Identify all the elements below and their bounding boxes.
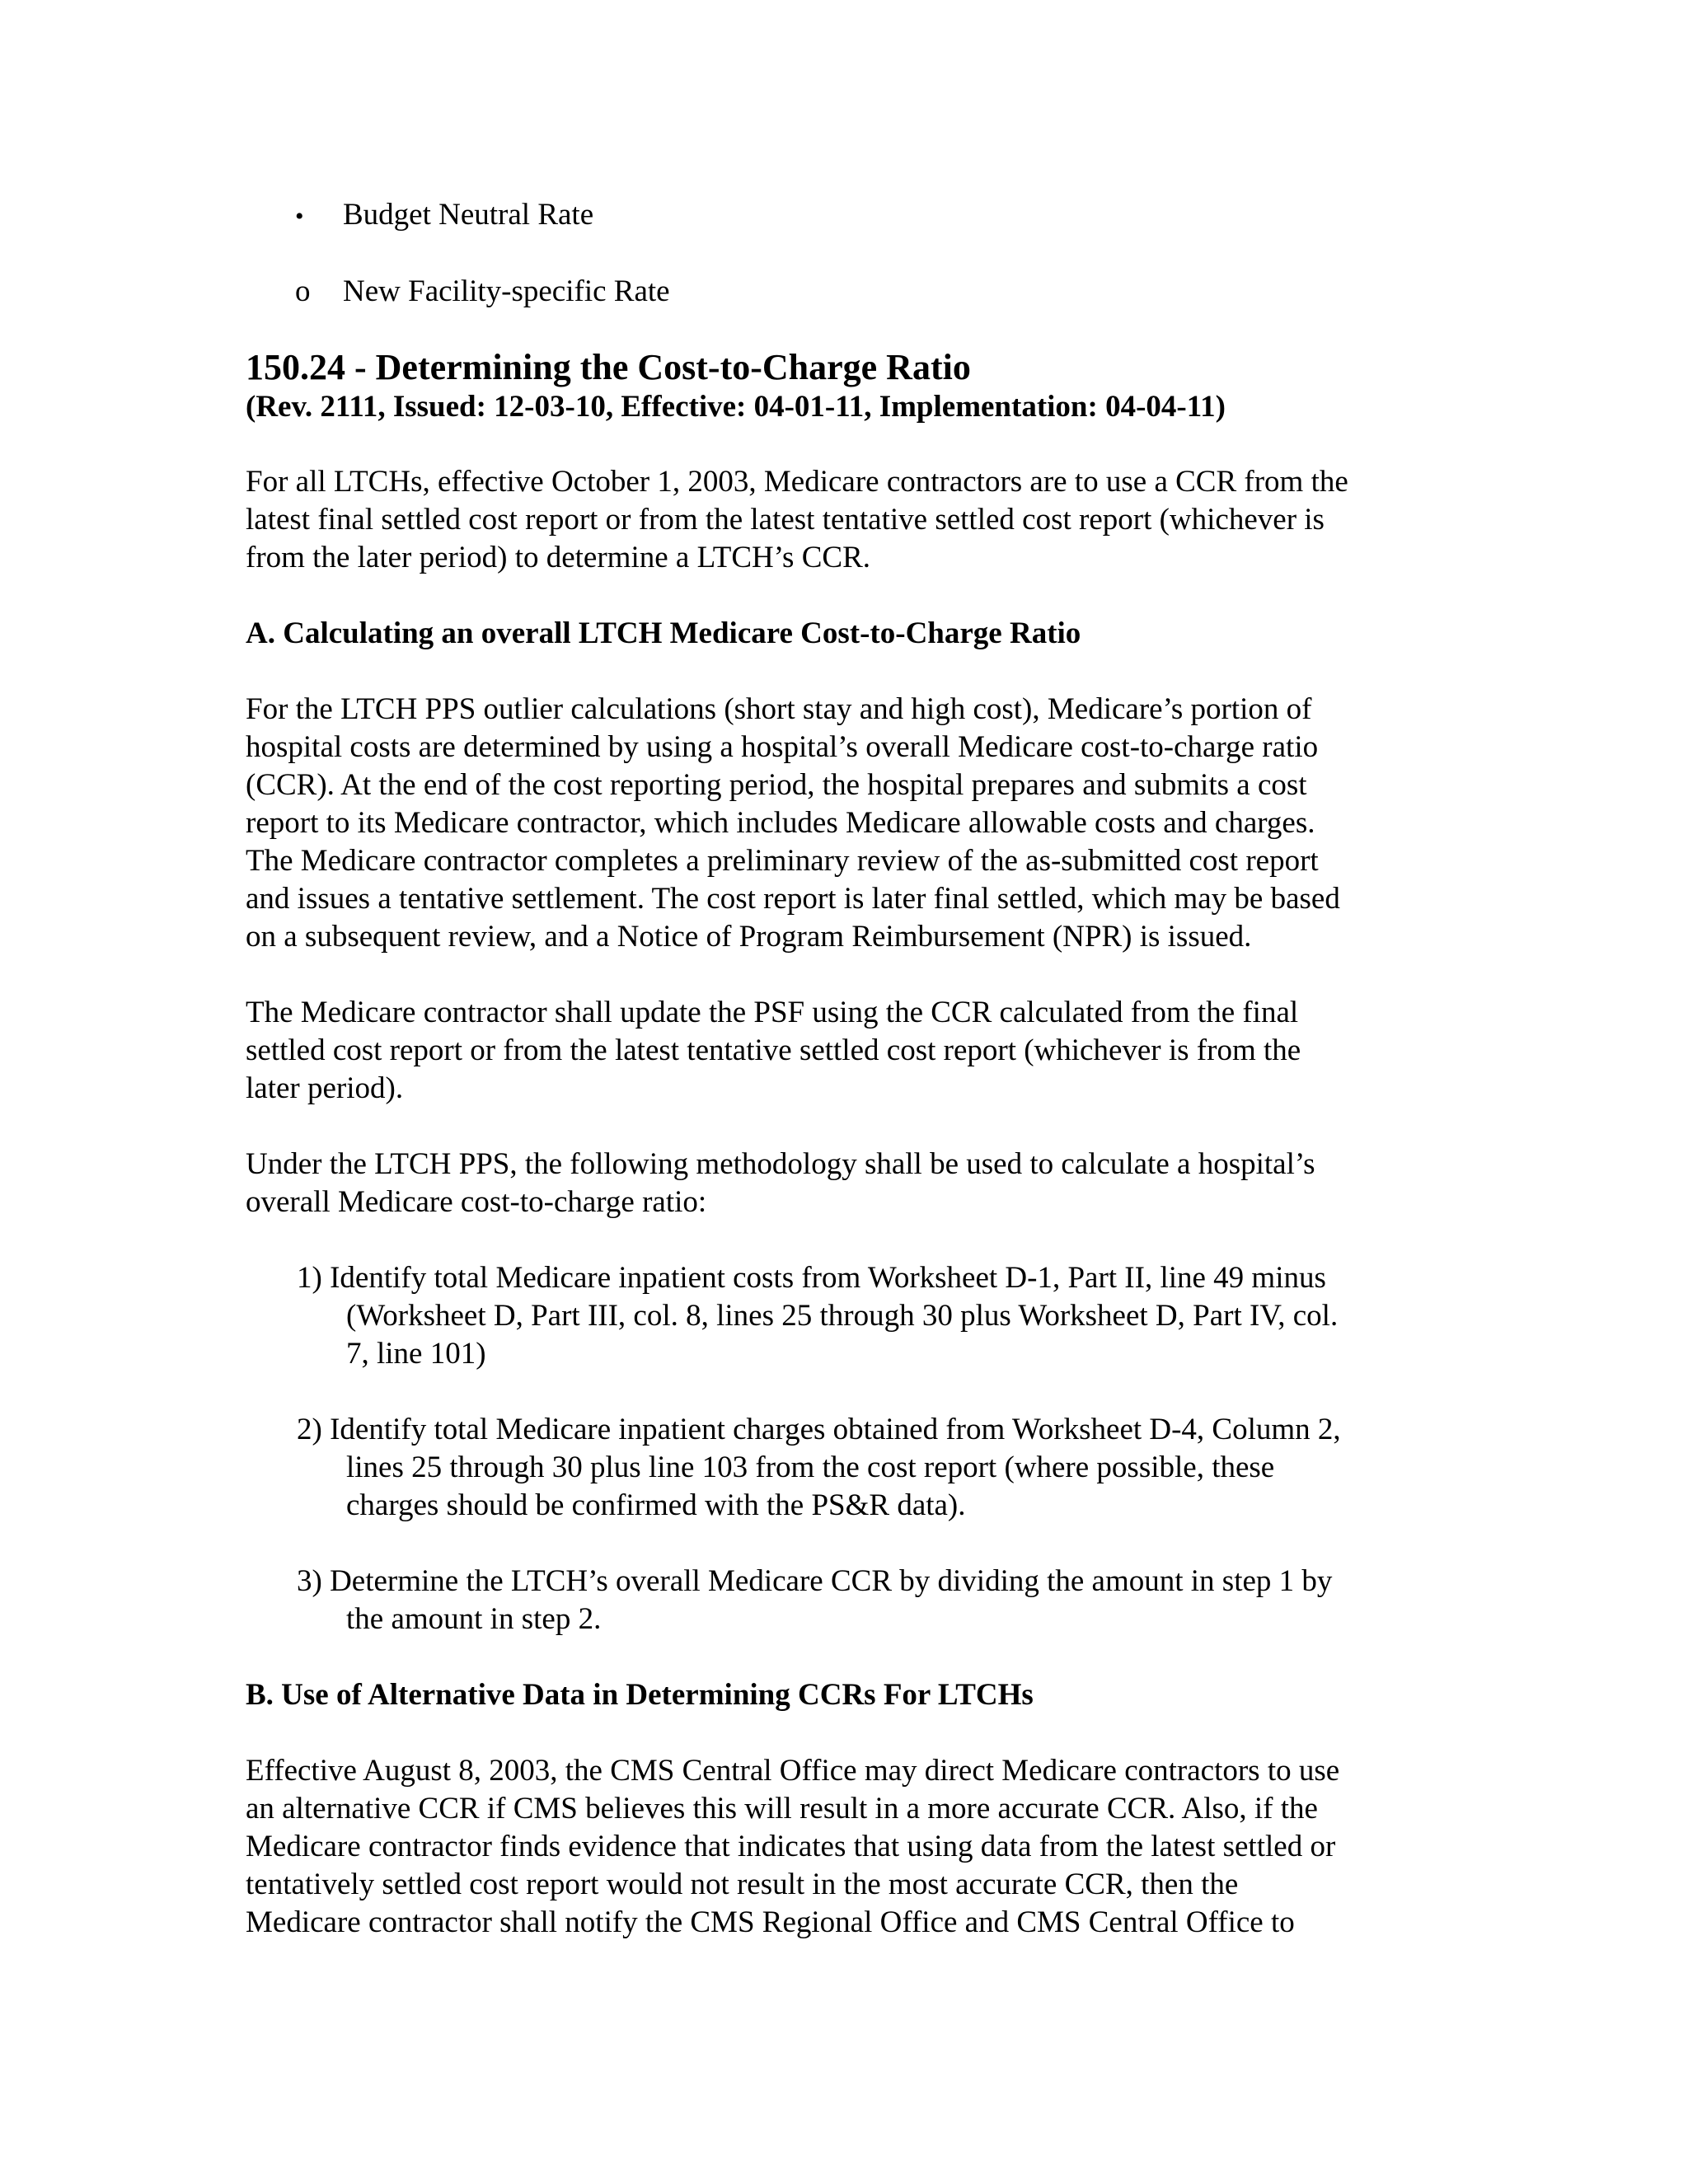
subsection-a-paragraph-1: For the LTCH PPS outlier calculations (short stay and high cost), Medicare’s portion of hospital costs are determined by using a hospital’s overall Medicare cost-to-charge ratio (CCR). At the end of the cost reporting period, the hospital prepares and submits a cost report to its Medicare contractor, which includes Medicare allowable costs and charges. The Medicare contractor completes a preliminary review of the as-submitted cost report and issues a tentative settlement. The cost report is later final settled, which may be based on a subsequent review, and a Notice of Program Reimbursement (NPR) is issued. [246, 692, 1340, 954]
section-title: 150.24 - Determining the Cost-to-Charge Ratio [246, 347, 971, 387]
bullet-circle-icon: o [295, 274, 311, 308]
section-body [246, 346, 1449, 1942]
list-item-text: New Facility-specific Rate [343, 274, 670, 308]
list-item-text: Budget Neutral Rate [343, 198, 594, 232]
subsection-a-heading: A. Calculating an overall LTCH Medicare Cost-to-Charge Ratio [246, 616, 1081, 650]
subsection-a-paragraph-2: The Medicare contractor shall update the PSF using the CCR calculated from the final settled cost report or from the latest tentative settled cost report (whichever is from the later period). [246, 996, 1301, 1105]
subsection-b-heading: B. Use of Alternative Data in Determining CCRs For LTCHs [246, 1678, 1034, 1712]
document-page [246, 0, 1449, 2184]
subsection-a-paragraph-3: Under the LTCH PPS, the following methodology shall be used to calculate a hospital’s overall Medicare cost-to-charge ratio: [246, 1147, 1315, 1219]
bullet-dot-icon: • [295, 203, 304, 230]
methodology-step-3: 3) Determine the LTCH’s overall Medicare CCR by dividing the amount in step 1 by the amount in step 2. [297, 1564, 1333, 1636]
rate-list [295, 196, 670, 311]
methodology-step-1: 1) Identify total Medicare inpatient costs from Worksheet D-1, Part II, line 49 minus (Worksheet D, Part III, col. 8, lines 25 through 30 plus Worksheet D, Part IV, col. 7, line 101) [297, 1261, 1339, 1371]
list-item [295, 196, 670, 236]
section-revision: (Rev. 2111, Issued: 12-03-10, Effective: 04-01-11, Implementation: 04-04-11) [246, 390, 1226, 424]
list-item [295, 273, 670, 311]
methodology-steps [246, 1259, 1449, 1638]
subsection-b-paragraph-1: Effective August 8, 2003, the CMS Central Office may direct Medicare contractors to use an alternative CCR if CMS believes this will result in a more accurate CCR. Also, if the Medicare contractor finds evidence that indicates that using data from the latest settled or tentatively settled cost report would not result in the most accurate CCR, then the Medicare contractor shall notify the CMS Regional Office and CMS Central Office to [246, 1754, 1340, 1939]
methodology-step-2: 2) Identify total Medicare inpatient charges obtained from Worksheet D-4, Column 2, lines 25 through 30 plus line 103 from the cost report (where possible, these charges should be confirmed with the PS&R data). [297, 1413, 1341, 1522]
intro-paragraph: For all LTCHs, effective October 1, 2003, Medicare contractors are to use a CCR from the latest final settled cost report or from the latest tentative settled cost report (whichever is from the later period) to determine a LTCH’s CCR. [246, 465, 1348, 574]
